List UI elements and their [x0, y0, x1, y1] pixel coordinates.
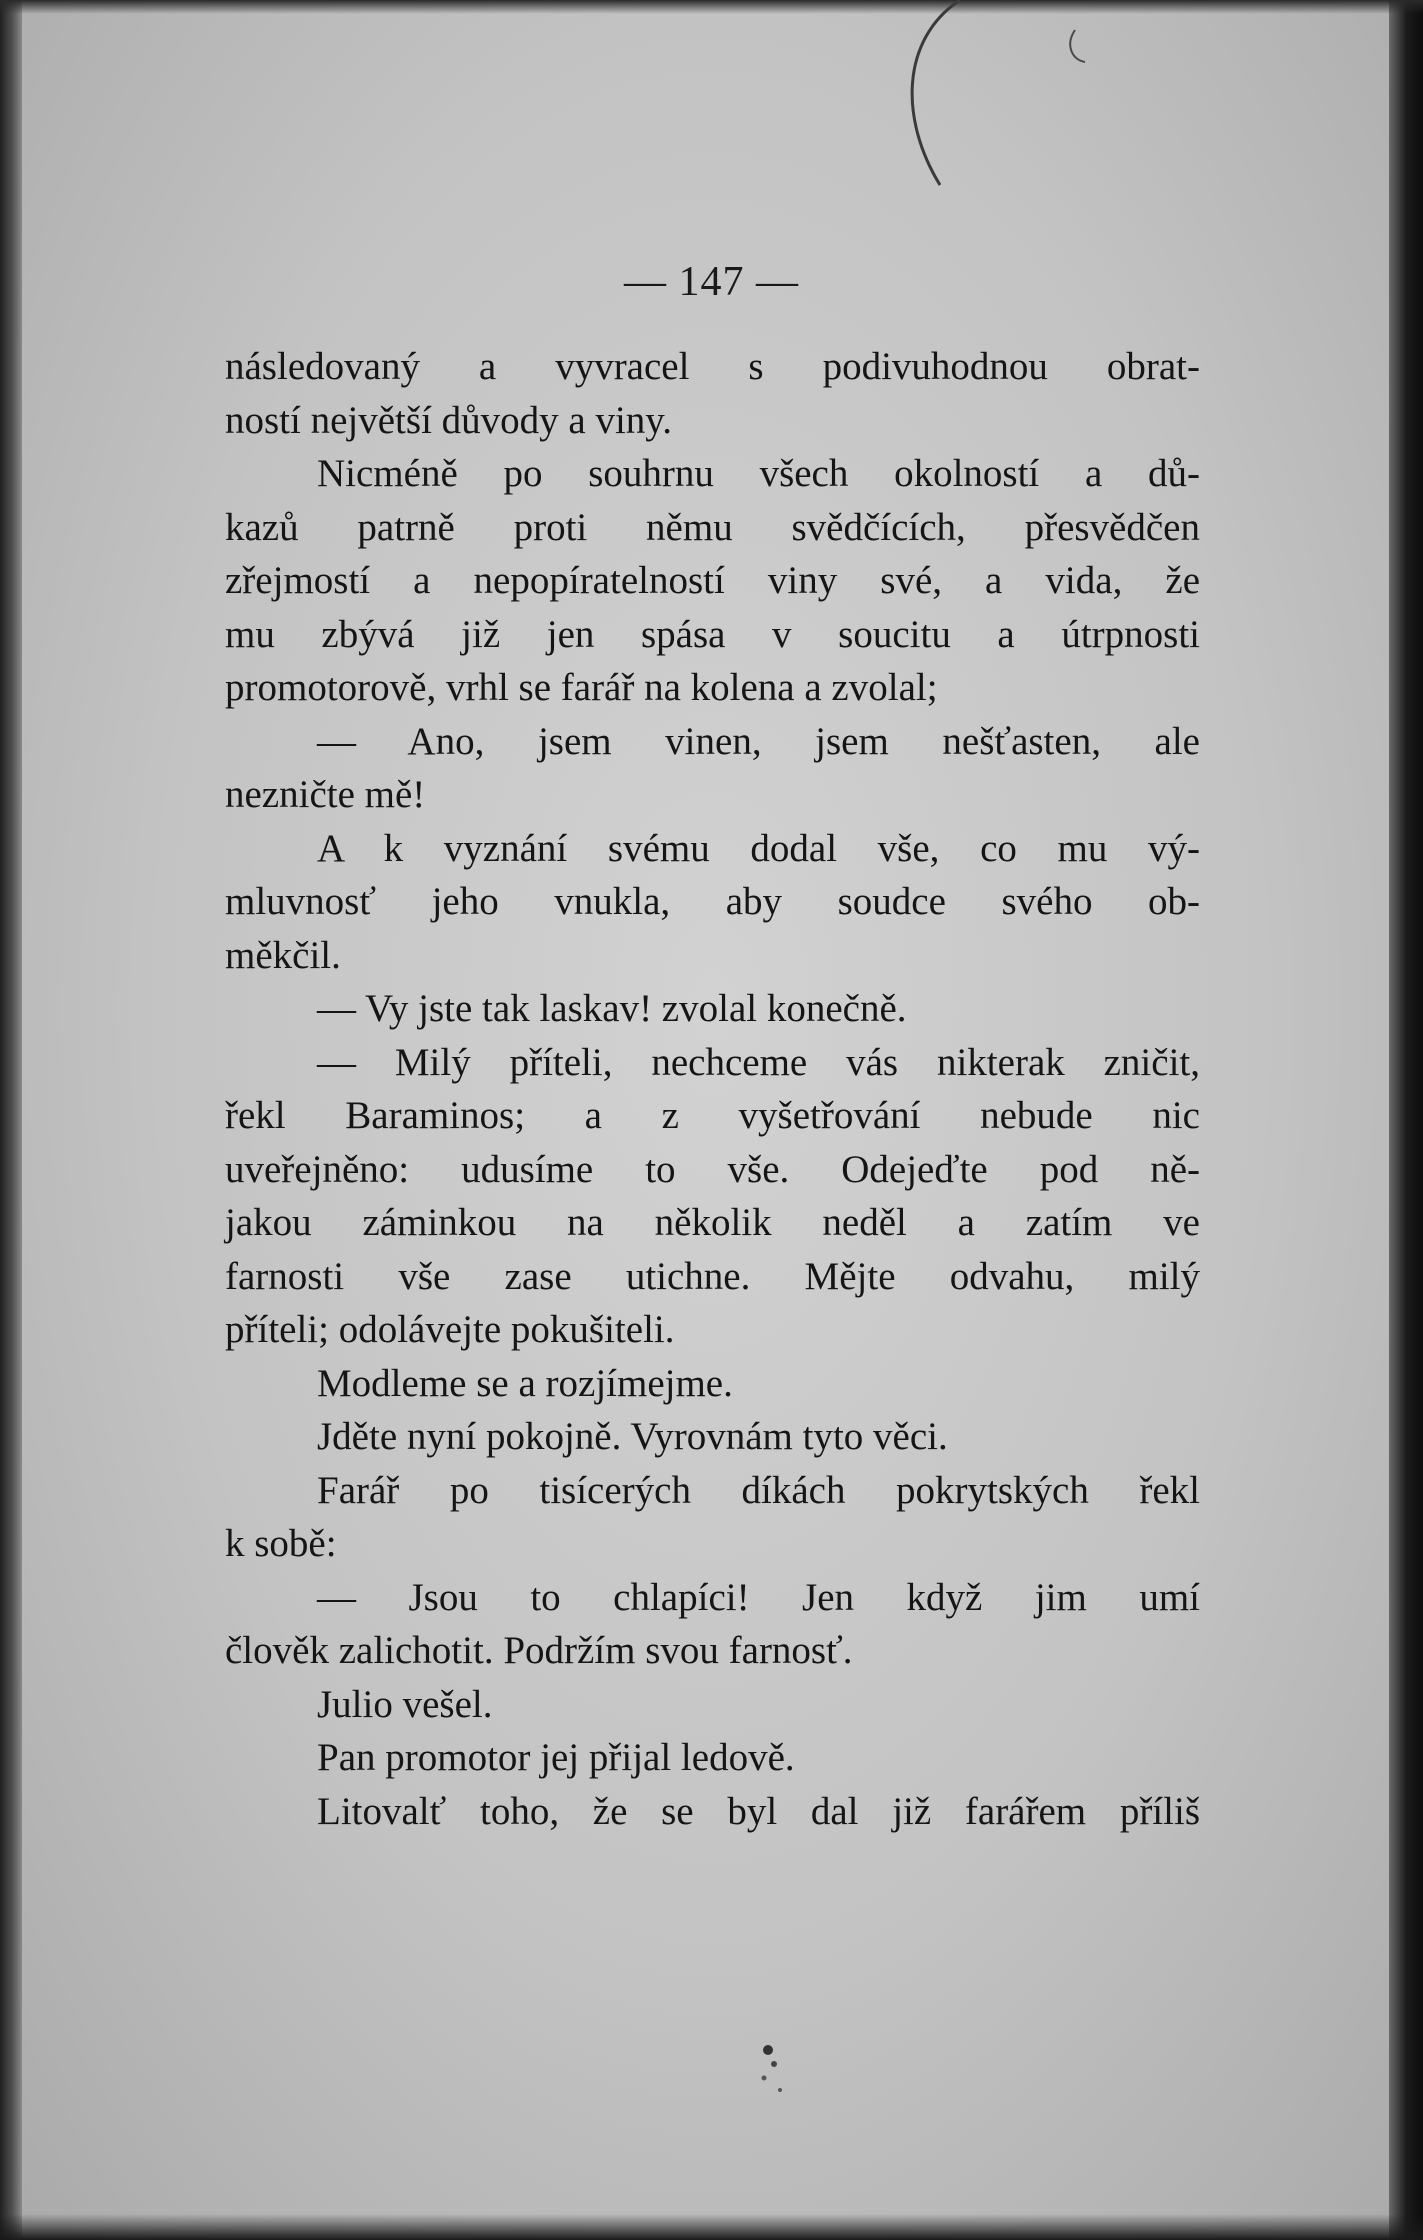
- text-line: mluvnosť jeho vnukla, aby soudce svého ob-: [225, 880, 1200, 923]
- text-line: k sobě:: [225, 1522, 337, 1565]
- text-line: farnosti vše zase utichne. Mějte odvahu, milý: [225, 1254, 1200, 1298]
- text-line: — Milý příteli, nechceme vás nikterak zničit,: [317, 1040, 1200, 1084]
- text-line: Pan promotor jej přijal ledově.: [317, 1736, 795, 1779]
- ink-smudge: [740, 2030, 800, 2110]
- text-line: řekl Baraminos; a z vyšetřování nebude nic: [225, 1094, 1200, 1137]
- text-line: Farář po tisícerých díkách pokrytských řekl: [317, 1468, 1200, 1512]
- text-line: Nicméně po souhrnu všech okolností a dů-: [317, 452, 1200, 495]
- text-line: — Ano, jsem vinen, jsem nešťasten, ale: [317, 719, 1200, 763]
- text-line: zřejmostí a nepopíratelností viny své, a vida, že: [225, 559, 1200, 602]
- body-text: [225, 340, 1200, 1838]
- text-line: ností největší důvody a viny.: [225, 398, 673, 442]
- text-line: Modleme se a rozjímejme.: [317, 1361, 733, 1405]
- page-number: — 147 —: [624, 259, 799, 305]
- bleed-through-arc: [880, 0, 1100, 200]
- text-line: — Jsou to chlapíci! Jen když jim umí: [317, 1575, 1200, 1619]
- page-left-edge: [0, 0, 22, 2240]
- text-line: — Vy jste tak laskav! zvolal konečně.: [317, 987, 907, 1030]
- text-line: následovaný a vyvracel s podivuhodnou obrat-: [225, 345, 1200, 388]
- text-line: kazů patrně proti němu svědčících, přesvědčen: [225, 505, 1200, 549]
- text-line: příteli; odolávejte pokušiteli.: [225, 1308, 675, 1351]
- text-line: měkčil.: [225, 933, 341, 977]
- text-line: jakou záminkou na několik neděl a zatím ve: [225, 1201, 1200, 1244]
- page-right-edge: [1389, 0, 1423, 2240]
- text-line: uveřejněno: udusíme to vše. Odejeďte pod ně-: [225, 1147, 1200, 1191]
- text-line: A k vyznání svému dodal vše, co mu vý-: [317, 826, 1200, 870]
- text-line: mu zbývá již jen spása v soucitu a útrpnosti: [225, 612, 1200, 656]
- text-line: promotorově, vrhl se farář na kolena a zvolal;: [225, 666, 938, 709]
- text-line: Jděte nyní pokojně. Vyrovnám tyto věci.: [317, 1415, 948, 1458]
- text-line: člověk zalichotit. Podržím svou farnosť.: [225, 1629, 853, 1672]
- text-line: Litovalť toho, že se byl dal již farářem příliš: [317, 1789, 1200, 1833]
- text-line: Julio vešel.: [317, 1682, 493, 1726]
- page-bottom-edge: [0, 2214, 1423, 2240]
- page-top-edge: [0, 0, 1423, 14]
- text-line: nezničte mě!: [225, 773, 426, 816]
